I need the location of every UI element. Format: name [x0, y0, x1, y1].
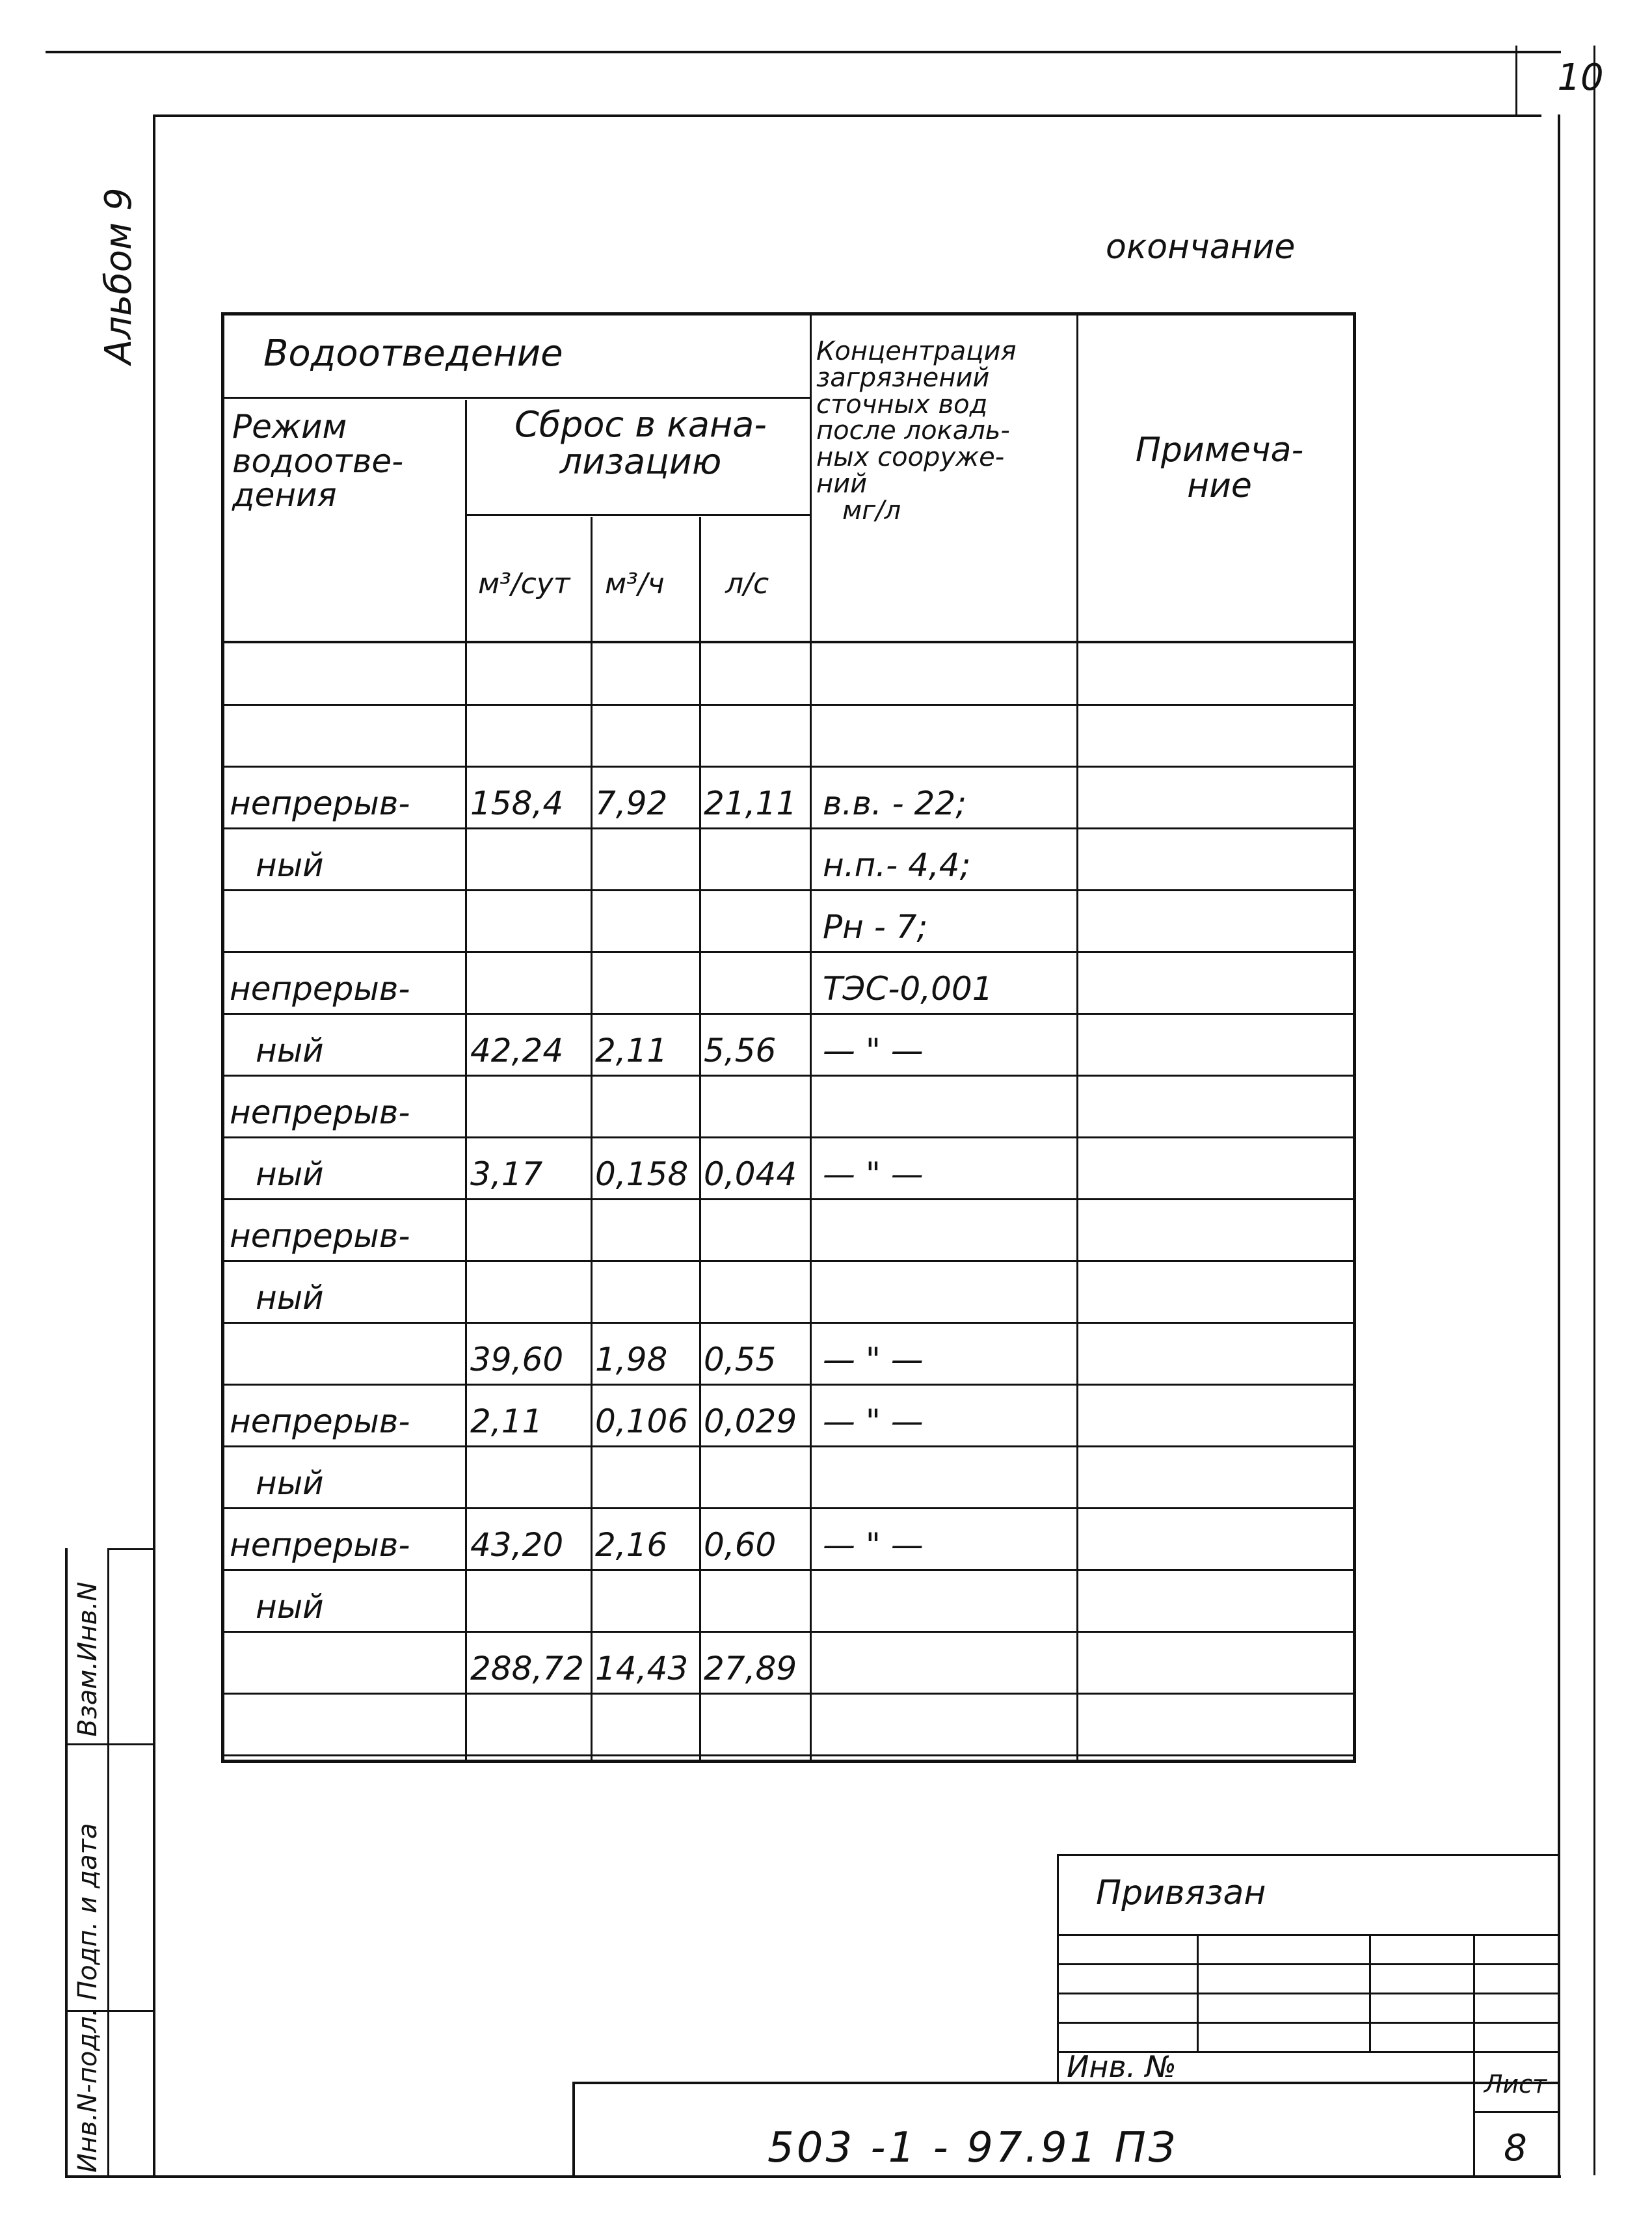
side-stamp-inventory: Инв.N-подл. — [73, 2007, 103, 2173]
tb-sheet-div — [1473, 2111, 1558, 2113]
side-stamp-left — [65, 1548, 68, 2175]
col-line-1 — [465, 400, 467, 1763]
hdr-discharge-line1: Сброс в кана- — [514, 404, 767, 445]
cell-mode: ный — [256, 1464, 324, 1502]
cell-m3day: 288,72 — [470, 1650, 584, 1687]
tb-line-1 — [1057, 1934, 1558, 1936]
sheet-label: Лист — [1484, 2070, 1547, 2099]
side-stamp-div1 — [65, 1743, 153, 1745]
table-row-line — [224, 1445, 1356, 1447]
frame-right-outer — [1593, 117, 1595, 2175]
tb-top — [1057, 1854, 1558, 1856]
album-label: Альбом 9 — [98, 187, 140, 364]
cell-m3h: 7,92 — [595, 785, 668, 822]
hdr-unit-l-s: л/с — [725, 567, 769, 600]
cell-m3day: 39,60 — [470, 1341, 564, 1378]
table-row-line — [224, 1631, 1356, 1633]
page-number: 10 — [1557, 57, 1604, 99]
tb-col-2 — [1369, 1934, 1371, 2051]
hdr-conc-2: загрязнений — [816, 362, 990, 393]
cell-ls: 5,56 — [704, 1032, 777, 1069]
cell-mode: ный — [256, 846, 324, 884]
hdr-line-2 — [465, 514, 810, 516]
table-row-line — [224, 1754, 1356, 1756]
cell-conc: — " — — [823, 1155, 924, 1193]
document-code: 503 -1 - 97.91 ПЗ — [767, 2124, 1178, 2172]
hdr-conc-7: мг/л — [842, 495, 901, 526]
side-stamp-top — [107, 1548, 153, 1550]
tb-line-3 — [1057, 1993, 1558, 1994]
cell-ls: 21,11 — [704, 785, 797, 822]
cell-mode: непрерыв- — [230, 970, 410, 1008]
frame-left — [153, 114, 155, 2177]
cell-conc: — " — — [823, 1403, 924, 1440]
cell-m3day: 2,11 — [470, 1403, 543, 1440]
cell-m3day: 42,24 — [470, 1032, 564, 1069]
cell-mode: непрерыв- — [230, 1526, 410, 1564]
hdr-conc-4: после локаль- — [816, 416, 1010, 446]
cell-mode: непрерыв- — [230, 1094, 410, 1131]
table-row-line — [224, 766, 1356, 768]
continuation-label: окончание — [1106, 228, 1296, 267]
hdr-mode — [232, 410, 403, 513]
hdr-mode-line1: Режим — [232, 408, 347, 446]
cell-ls: 0,044 — [704, 1155, 797, 1193]
table-row-line — [224, 951, 1356, 953]
cell-mode: ный — [256, 1032, 324, 1069]
tb-line-2 — [1057, 1963, 1558, 1965]
cell-conc: — " — — [823, 1032, 924, 1069]
bound-label: Привязан — [1096, 1873, 1266, 1913]
cell-m3day: 158,4 — [470, 785, 564, 822]
cell-mode: ный — [256, 1588, 324, 1626]
table-row-line — [224, 1507, 1356, 1509]
hdr-concentration — [816, 338, 1017, 524]
frame-right — [1558, 114, 1560, 2177]
cell-m3h: 2,16 — [595, 1526, 668, 1564]
cell-ls: 27,89 — [704, 1650, 797, 1687]
cell-conc: в.в. - 22; — [823, 785, 967, 822]
hdr-unit-m3-hour: м³/ч — [605, 567, 665, 600]
hdr-unit-m3-day: м³/сут — [478, 567, 570, 600]
cell-ls: 0,029 — [704, 1403, 797, 1440]
wastewater-table — [221, 312, 1356, 1763]
cell-conc: — " — — [823, 1526, 924, 1564]
hdr-conc-6: ний — [816, 468, 868, 499]
cell-ls: 0,55 — [704, 1341, 777, 1378]
cell-mode: ный — [256, 1279, 324, 1317]
inventory-number-label: Инв. № — [1067, 2049, 1177, 2084]
hdr-line-1 — [224, 397, 810, 399]
cell-m3h: 1,98 — [595, 1341, 668, 1378]
hdr-note — [1096, 433, 1343, 503]
table-row-line — [224, 1075, 1356, 1077]
tb-left — [1057, 1854, 1059, 2082]
cell-mode: ный — [256, 1155, 324, 1193]
hdr-conc-3: сточных вод — [816, 389, 988, 420]
tb-main-top — [572, 2082, 1558, 2084]
frame-top — [153, 114, 1541, 117]
tb-main-left — [572, 2082, 575, 2175]
cell-ls: 0,60 — [704, 1526, 777, 1564]
cell-m3day: 3,17 — [470, 1155, 543, 1193]
hdr-mode-line2: водоотве- — [232, 442, 404, 480]
table-row-line — [224, 704, 1356, 706]
table-row-line — [224, 1260, 1356, 1262]
sheet-number: 8 — [1504, 2127, 1527, 2169]
tb-col-1 — [1197, 1934, 1199, 2051]
top-line — [46, 51, 1561, 53]
hdr-conc-1: Концентрация — [816, 336, 1017, 366]
cell-conc: Рн - 7; — [823, 908, 928, 946]
cell-m3h: 0,106 — [595, 1403, 689, 1440]
hdr-mode-line3: дения — [232, 476, 337, 514]
col-line-5 — [1076, 315, 1078, 1763]
cell-mode: непрерыв- — [230, 785, 410, 822]
hdr-note-line2: ние — [1187, 466, 1252, 505]
cell-conc: ТЭС-0,001 — [823, 970, 993, 1008]
table-row-line — [224, 1384, 1356, 1386]
hdr-discharge — [475, 404, 806, 482]
hdr-discharge-line2: лизацию — [559, 440, 722, 482]
col-line-4 — [810, 315, 812, 1763]
hdr-note-line1: Примеча- — [1135, 431, 1304, 470]
table-row-line — [224, 1322, 1356, 1324]
table-row-line — [224, 1569, 1356, 1571]
cell-conc: н.п.- 4,4; — [823, 846, 971, 884]
cell-mode: непрерыв- — [230, 1403, 410, 1440]
table-row-line — [224, 889, 1356, 891]
side-stamp-signature: Подп. и дата — [73, 1823, 103, 2000]
hdr-drainage: Водоотведение — [263, 332, 563, 375]
cell-m3h: 14,43 — [595, 1650, 689, 1687]
cell-m3day: 43,20 — [470, 1526, 564, 1564]
table-row-line — [224, 1013, 1356, 1015]
cell-conc: — " — — [823, 1341, 924, 1378]
cell-m3h: 2,11 — [595, 1032, 668, 1069]
side-stamp-mid — [107, 1548, 109, 2175]
cell-mode: непрерыв- — [230, 1217, 410, 1255]
tb-col-3 — [1473, 1934, 1475, 2175]
table-row-line — [224, 1198, 1356, 1200]
side-stamp-replacement: Взам.Инв.N — [73, 1581, 103, 1737]
hdr-line-3 — [224, 641, 1356, 643]
table-row-line — [224, 1693, 1356, 1695]
tb-line-4 — [1057, 2022, 1558, 2024]
cell-m3h: 0,158 — [595, 1155, 689, 1193]
frame-bottom — [65, 2175, 1561, 2178]
hdr-conc-5: ных сооруже- — [816, 442, 1005, 473]
table-row-line — [224, 1136, 1356, 1138]
table-row-line — [224, 827, 1356, 829]
